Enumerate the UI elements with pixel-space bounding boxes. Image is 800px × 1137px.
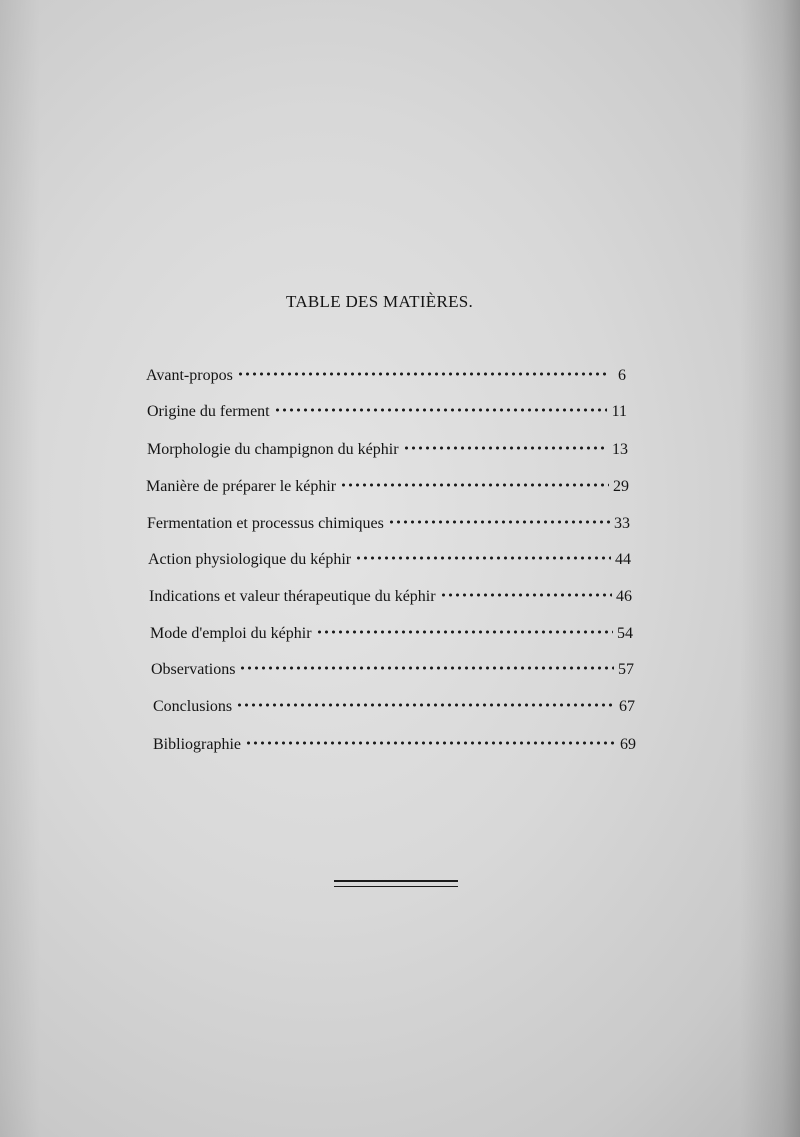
toc-entry-label: Observations: [151, 661, 236, 678]
dot-leader: [340, 482, 609, 488]
toc-entry-page: 54: [617, 625, 633, 642]
toc-entry-page: 67: [619, 698, 635, 715]
dot-leader: [236, 702, 615, 708]
toc-entry-page: 69: [620, 736, 636, 753]
toc-entry: [151, 661, 634, 679]
dot-leader: [237, 371, 606, 377]
toc-entry: [146, 478, 629, 496]
dot-leader: [403, 445, 608, 451]
toc-entry-page: 44: [615, 551, 631, 568]
toc-entry-page: 46: [616, 588, 632, 605]
dot-leader: [440, 592, 612, 598]
toc-entry: [153, 698, 635, 716]
toc-entry: [148, 551, 631, 569]
toc-entry-label: Indications et valeur thérapeutique du képhir: [149, 588, 436, 605]
toc-entry-label: Avant-propos: [146, 367, 233, 384]
dot-leader: [355, 555, 611, 561]
dot-leader: [388, 519, 610, 525]
toc-entry-label: Bibliographie: [153, 736, 241, 753]
toc-entry: [153, 736, 636, 754]
closing-rule-thin: [334, 886, 458, 887]
toc-entry-label: Conclusions: [153, 698, 233, 715]
closing-rule: [334, 880, 458, 882]
dot-leader: [239, 665, 614, 671]
toc-entry-page: 13: [612, 441, 628, 458]
toc-entry-page: 29: [613, 478, 629, 495]
toc-entry: [149, 588, 632, 606]
dot-leader: [245, 740, 616, 746]
toc-entry: [147, 515, 630, 533]
dot-leader: [316, 629, 613, 635]
toc-entry-label: Manière de préparer le képhir: [146, 478, 337, 495]
toc-entry-label: Fermentation et processus chimiques: [147, 515, 384, 532]
toc-entry-label: Action physiologique du képhir: [148, 551, 352, 568]
toc-entry-label: Origine du ferment: [147, 403, 270, 420]
page-title: TABLE DES MATIÈRES.: [286, 292, 474, 311]
toc-entry: [150, 625, 633, 643]
toc-entry: [147, 403, 627, 421]
toc-entry-label: Morphologie du champignon du képhir: [147, 441, 399, 458]
toc-entry-page: 11: [611, 403, 627, 420]
toc-entry: [146, 367, 626, 385]
toc-entry-page: 57: [618, 661, 634, 678]
toc-entry-page: 6: [618, 367, 626, 384]
dot-leader: [274, 407, 607, 413]
toc-entry-page: 33: [614, 515, 630, 532]
toc-entry-label: Mode d'emploi du képhir: [150, 625, 312, 642]
toc-entry: [147, 441, 628, 459]
